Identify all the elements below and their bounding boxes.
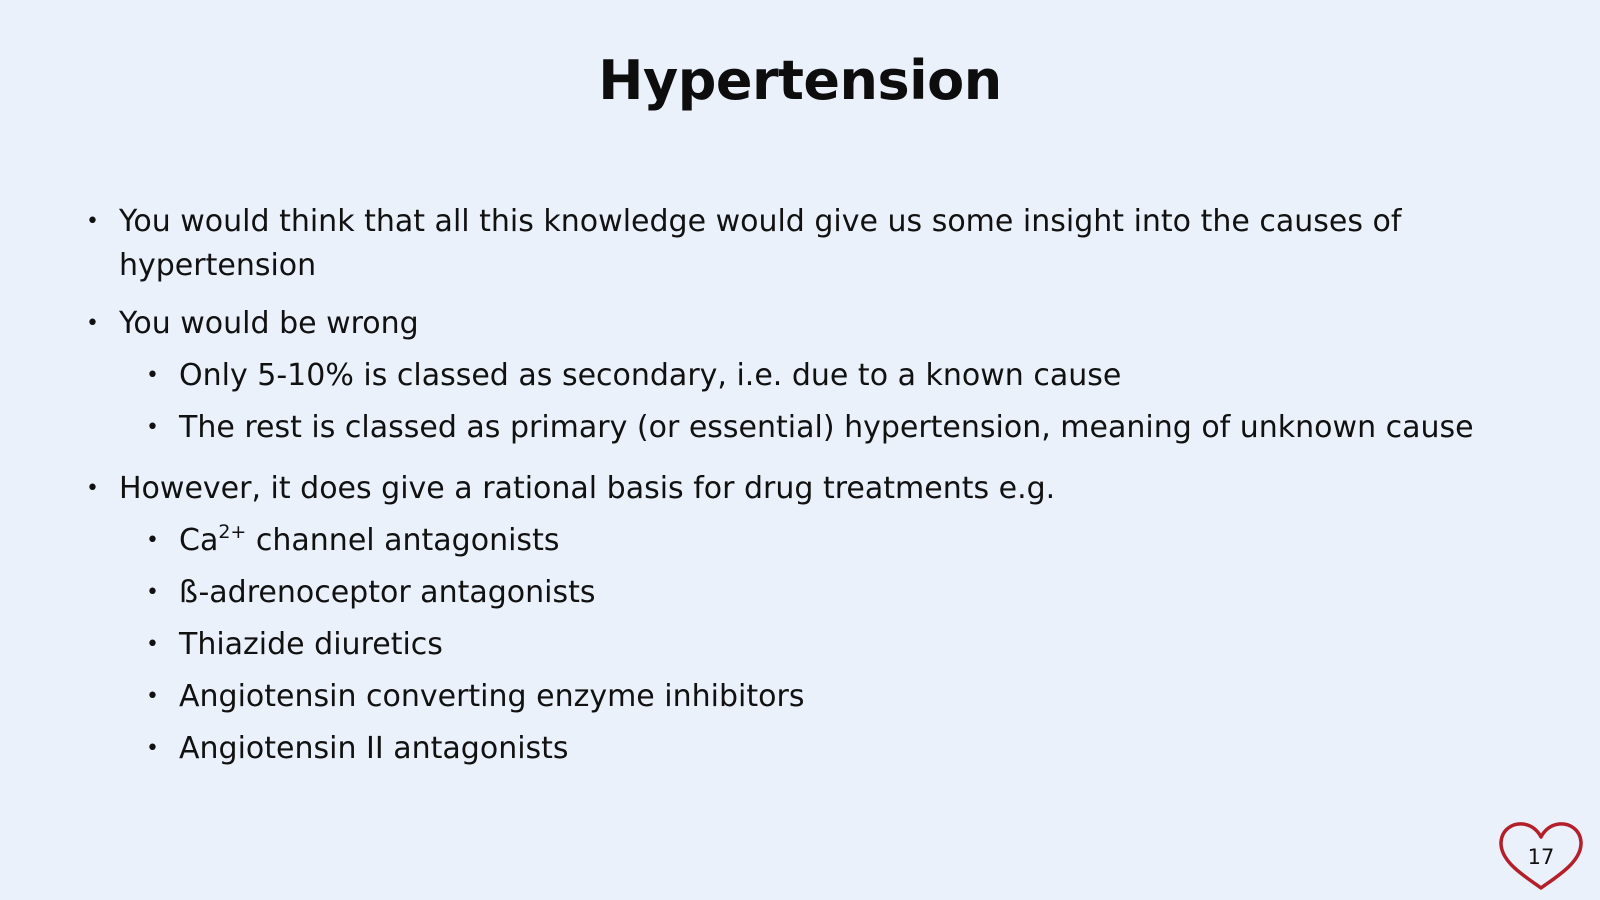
bullet-text: The rest is classed as primary (or essential) hypertension, meaning of unknown cause [179,410,1474,445]
bullet-marker: • [146,684,159,709]
sub-bullet-item [146,519,560,563]
bullet-text: Angiotensin converting enzyme inhibitors [179,679,805,714]
bullet-text: Thiazide diuretics [179,627,443,662]
sub-bullet-item [146,406,1474,450]
sub-bullet-item [146,675,805,719]
bullet-marker: • [146,415,159,440]
bullet-text: You would think that all this knowledge would give us some insight into the causes of hypertension [119,204,1402,283]
bullet-item [86,467,1056,511]
bullet-marker: • [146,580,159,605]
page-number: 17 [1527,845,1555,869]
calcium-charge-superscript: 2+ [218,521,247,543]
page-number-badge [1496,822,1586,894]
bullet-text: However, it does give a rational basis for drug treatments e.g. [119,471,1056,506]
calcium-prefix: Ca [179,523,219,558]
bullet-marker: • [146,736,159,761]
bullet-marker: • [86,311,99,336]
bullet-marker: • [86,476,99,501]
bullet-text: ß-adrenoceptor antagonists [179,575,596,610]
slide-title: Hypertension [598,49,1002,112]
sub-bullet-item [146,623,443,667]
bullet-text: Angiotensin II antagonists [179,731,569,766]
sub-bullet-item [146,354,1122,398]
bullet-text: You would be wrong [119,306,419,341]
bullet-item [86,200,1409,288]
bullet-item [86,302,419,346]
sub-bullet-item [146,571,596,615]
bullet-marker: • [146,363,159,388]
bullet-marker: • [146,528,159,553]
bullet-text: channel antagonists [246,523,560,558]
bullet-text: Only 5-10% is classed as secondary, i.e. due to a known cause [179,358,1122,393]
bullet-marker: • [86,209,99,234]
sub-bullet-item [146,727,569,771]
bullet-marker: • [146,632,159,657]
